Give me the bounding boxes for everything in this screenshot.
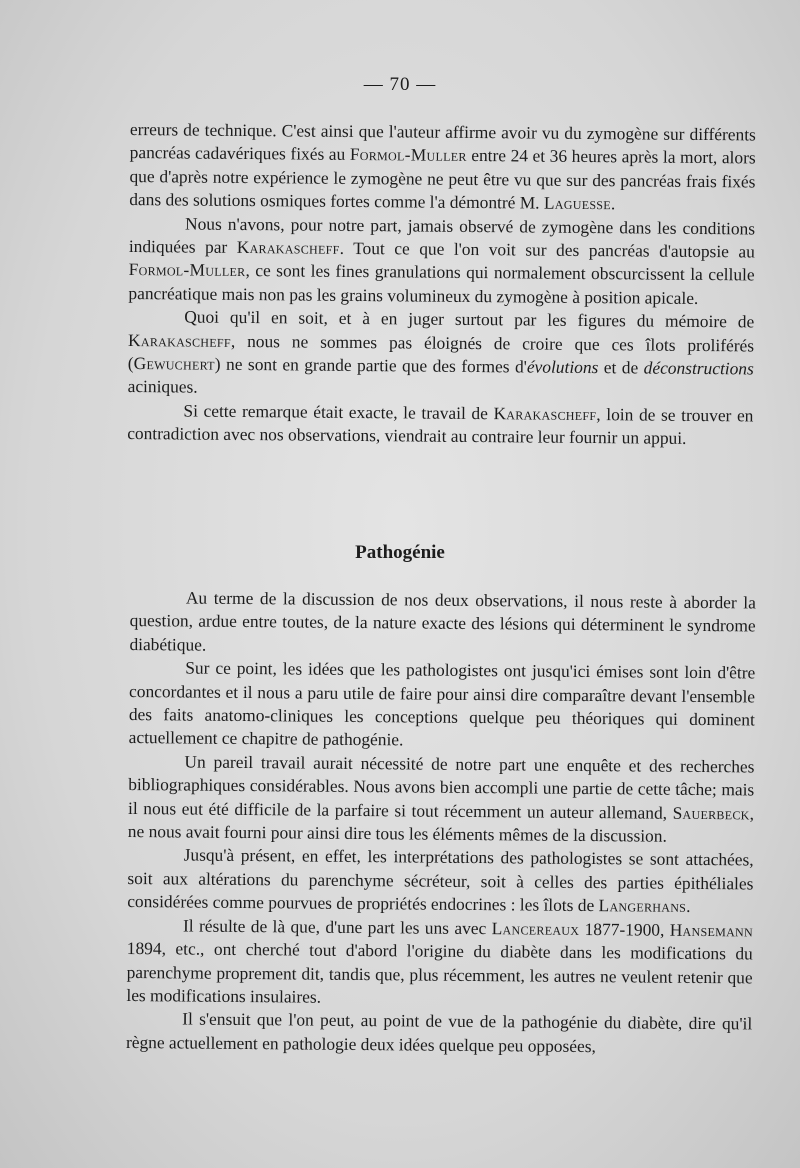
author-name: Formol-Muller: [349, 144, 467, 166]
page-number: — 70 —: [363, 74, 437, 95]
paragraph: Au terme de la discussion de nos deux observations, il nous reste à aborder la question, ardue entre toutes, de la nature exacte des lésions qui déterminent le syndrome diabétique.: [129, 587, 756, 655]
paragraph: [128, 212, 755, 311]
text-run: Jusqu'à présent, en effet, les interprétations des pathologistes se sont attachées, soit aux altérations du parenchyme sécréteur, soit à celles des parties épithéliales considérées comme pourvues de propriétés endocrines : les îlots de: [127, 844, 754, 916]
text-run: 1877-1900,: [579, 918, 670, 940]
section-heading: Pathogénie: [355, 542, 445, 563]
text-run: .: [686, 896, 691, 917]
author-name: Gewuchert: [133, 353, 215, 374]
author-name: Lancereaux: [491, 917, 580, 939]
text-run: erreurs de technique. C'est ainsi que l'auteur affirme avoir vu du zymogène sur différents pancréas cadavériques fixés au: [129, 118, 756, 165]
text-block-bottom: [126, 586, 756, 1060]
text-run: , loin de se trouver en contradiction avec nos observations, viendrait au contraire leur fournir un appui.: [127, 403, 754, 449]
paragraph: [127, 399, 753, 451]
paragraph: [128, 305, 755, 404]
text-block-top: [127, 118, 756, 451]
author-name: Karakascheff: [236, 236, 340, 258]
author-name: Sauerbeck: [672, 802, 750, 824]
text-run: Quoi qu'il en soit, et à en juger surtout par les figures du mémoire de: [184, 306, 755, 332]
text-run: . Tout ce que l'on voit sur des pancréas d'autopsie au: [339, 237, 755, 262]
paragraph: [126, 914, 753, 1013]
text-run: Si cette remarque était exacte, le travail de: [183, 400, 494, 424]
paragraph: [128, 750, 755, 849]
text-run: 1894, etc., ont cherché tout d'abord l'origine du diabète dans les modifications du parenchyme proprement dit, tandis que, plus récemment, les autres ne veulent retenir que les modifications insulaires.: [126, 938, 753, 1007]
paragraph: Il s'ensuit que l'on peut, au point de vue de la pathogénie du diabète, dire qu'il règne actuellement en pathologie deux idées quelque peu opposées,: [125, 1008, 753, 1056]
text-run: Un pareil travail aurait nécessité de notre part une enquête et des recherches bibliographiques considérables. Nous avons bien accompli une partie de cette tâche; mais il nous eut été difficile de la parfaire si tout récemment un auteur allemand,: [127, 751, 755, 823]
text-run: , ne nous avait fourni pour ainsi dire tous les éléments mêmes de la discussion.: [127, 803, 755, 846]
author-name: Langerhans: [598, 895, 687, 917]
paragraph: [127, 843, 754, 919]
author-name: Hansemann: [669, 919, 754, 941]
text-run: .: [610, 193, 616, 214]
text-run: ) ne sont en grande partie que des formes d': [214, 353, 527, 377]
text-run: entre 24 et 36 heures après la mort, alors que d'après notre expérience le zymogène ne peut être vu que sur des pancréas frais fixés dans des solutions osmiques fortes comme l'a démontré M.: [129, 145, 756, 213]
text-run: Nous n'avons, pour notre part, jamais observé de zymogène dans les conditions indiquées par: [128, 213, 756, 257]
paragraph: Sur ce point, les idées que les pathologistes ont jusqu'ici émises sont loin d'être concordantes et il nous a paru utile de faire pour ainsi dire comparaître devant l'ensemble des faits anatomo-cliniques les conceptions quelque peu théoriques qui dominent actuellement ce chapitre de pathogénie.: [128, 657, 756, 750]
text-run: aciniques.: [127, 376, 198, 398]
text-run: et de: [598, 357, 644, 378]
text-run: Il résulte de là que, d'une part les uns avec: [182, 915, 492, 938]
author-name: Karakascheff: [127, 329, 232, 351]
paragraph: [129, 118, 756, 217]
author-name: Laguesse: [543, 192, 612, 214]
italic-term: déconstructions: [643, 357, 754, 379]
author-name: Karakascheff: [493, 403, 597, 424]
text-run: , nous ne sommes pas éloignés de croire que ces îlots proliférés (: [127, 330, 755, 374]
text-run: , ce sont les fines granulations qui normalement obscurcissent la cellule pancréatique mais non pas les grains volumineux du zymogène à position apicale.: [128, 260, 755, 308]
italic-term: évolutions: [526, 356, 599, 378]
author-name: Formol-Muller: [128, 259, 246, 281]
